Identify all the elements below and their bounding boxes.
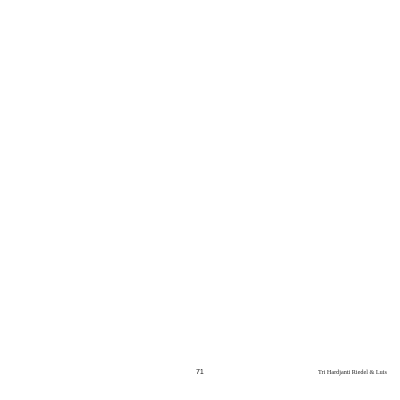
page-number: 71 [196,369,204,376]
author-credit: Tri Hardjanti Riedel & Luis [318,369,387,376]
